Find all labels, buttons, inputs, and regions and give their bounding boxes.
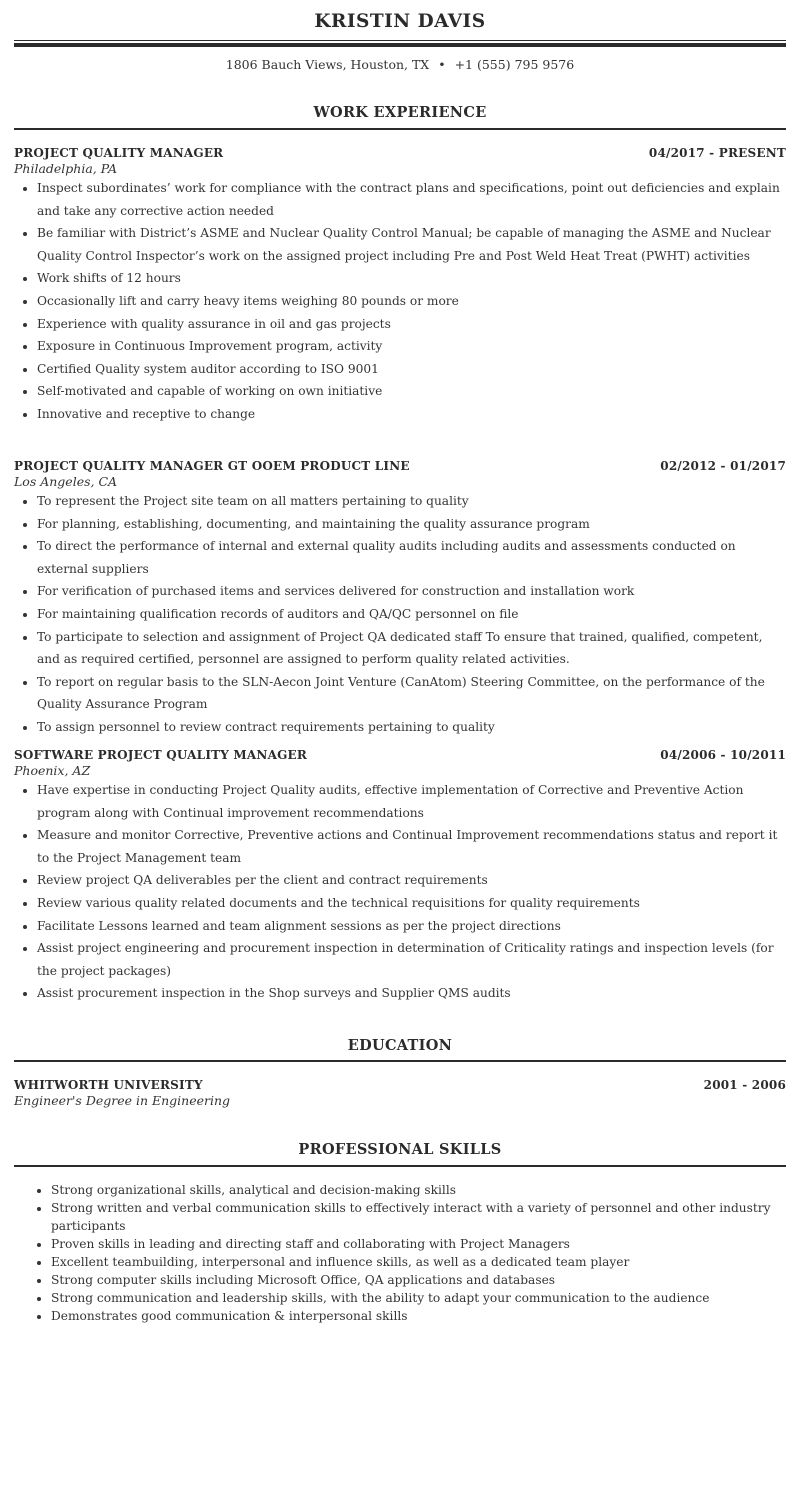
job-dates: 04/2017 - PRESENT <box>648 146 786 160</box>
header-rule-thick <box>14 43 786 47</box>
job-bullet: • Occasionally lift and carry heavy items weighing 80 pounds or more <box>37 290 786 313</box>
education-rule <box>14 1060 786 1062</box>
job-title: SOFTWARE PROJECT QUALITY MANAGER <box>14 748 308 762</box>
job-bullet: • Certified Quality system auditor according to ISO 9001 <box>37 358 786 381</box>
job-bullets <box>14 490 786 739</box>
job-bullet: • Experience with quality assurance in oil and gas projects <box>37 313 786 336</box>
job-header <box>14 748 786 762</box>
job-bullet: • To represent the Project site team on all matters pertaining to quality <box>37 490 786 513</box>
job-bullet: • To direct the performance of internal and external quality audits including audits and assessments conducted on external suppliers <box>37 535 786 580</box>
job-bullet: • Measure and monitor Corrective, Preventive actions and Continual Improvement recommendations status and report it to the Project Management team <box>37 824 786 869</box>
job-bullet: • Innovative and receptive to change <box>37 403 786 426</box>
job-header <box>14 146 786 160</box>
skill-item: • Strong computer skills including Microsoft Office, QA applications and databases <box>51 1271 786 1289</box>
degree: Engineer's Degree in Engineering <box>14 1093 231 1108</box>
job-bullet: • Be familiar with District’s ASME and Nuclear Quality Control Manual; be capable of managing the ASME and Nuclear Quality Control Inspector’s work on the assigned project including Pre and Post Weld Heat Treat (PWHT) activities <box>37 222 786 267</box>
education-header <box>14 1078 786 1092</box>
job-title: PROJECT QUALITY MANAGER <box>14 146 224 160</box>
job-bullet: • Have expertise in conducting Project Quality audits, effective implementation of Corrective and Preventive Action program along with Continual improvement recommendations <box>37 779 786 824</box>
education-dates: 2001 - 2006 <box>703 1078 786 1092</box>
job-title: PROJECT QUALITY MANAGER GT OOEM PRODUCT LINE <box>14 459 410 473</box>
job-bullet: • Inspect subordinates’ work for compliance with the contract plans and specifications, point out deficiencies and explain and take any corrective action needed <box>37 177 786 222</box>
job-bullet: • Facilitate Lessons learned and team alignment sessions as per the project directions <box>37 915 786 938</box>
skill-item: • Proven skills in leading and directing staff and collaborating with Project Managers <box>51 1235 786 1253</box>
job-bullet: • For verification of purchased items and services delivered for construction and installation work <box>37 580 786 603</box>
job-dates: 02/2012 - 01/2017 <box>660 459 786 473</box>
skills-list <box>14 1181 786 1325</box>
work-experience-heading: WORK EXPERIENCE <box>313 104 487 121</box>
job-bullet: • Work shifts of 12 hours <box>37 267 786 290</box>
school-name: WHITWORTH UNIVERSITY <box>14 1078 203 1092</box>
job-location: Los Angeles, CA <box>14 474 118 489</box>
skills-rule <box>14 1165 786 1167</box>
education-entry <box>14 1078 786 1108</box>
job-location: Phoenix, AZ <box>14 763 91 778</box>
skill-item: • Strong written and verbal communication skills to effectively interact with a variety of personnel and other industry participants <box>51 1199 786 1235</box>
job-bullet: • To assign personnel to review contract requirements pertaining to quality <box>37 716 786 739</box>
skill-item: • Strong communication and leadership skills, with the ability to adapt your communication to the audience <box>51 1289 786 1307</box>
job-bullet: • Review various quality related documents and the technical requisitions for quality requirements <box>37 892 786 915</box>
job-bullets <box>14 779 786 1005</box>
contact-address: 1806 Bauch Views, Houston, TX <box>225 57 430 72</box>
header-rule-thin <box>14 40 786 41</box>
job-bullet: • Review project QA deliverables per the client and contract requirements <box>37 869 786 892</box>
skill-item: • Strong organizational skills, analytical and decision-making skills <box>51 1181 786 1199</box>
job-entry <box>14 748 786 1005</box>
skill-item: • Demonstrates good communication & interpersonal skills <box>51 1307 786 1325</box>
job-header <box>14 459 786 473</box>
skills-heading: PROFESSIONAL SKILLS <box>298 1141 502 1158</box>
job-location: Philadelphia, PA <box>14 161 118 176</box>
education-heading: EDUCATION <box>347 1037 453 1054</box>
skill-item: • Excellent teambuilding, interpersonal and influence skills, as well as a dedicated team player <box>51 1253 786 1271</box>
job-bullet: • Exposure in Continuous Improvement program, activity <box>37 335 786 358</box>
job-entry <box>14 459 786 739</box>
job-bullets <box>14 177 786 426</box>
candidate-name: KRISTIN DAVIS <box>314 11 486 32</box>
contact-line <box>14 57 786 72</box>
job-entry <box>14 146 786 426</box>
contact-phone: +1 (555) 795 9576 <box>454 57 575 72</box>
job-bullet: • Assist project engineering and procurement inspection in determination of Criticality ratings and inspection levels (for the project packages) <box>37 937 786 982</box>
job-dates: 04/2006 - 10/2011 <box>660 748 786 762</box>
job-bullet: • To participate to selection and assignment of Project QA dedicated staff To ensure that trained, qualified, competent, and as required certified, personnel are assigned to perform quality related activities. <box>37 626 786 671</box>
job-bullet: • Self-motivated and capable of working on own initiative <box>37 380 786 403</box>
work-experience-rule <box>14 128 786 130</box>
job-bullet: • Assist procurement inspection in the Shop surveys and Supplier QMS audits <box>37 982 786 1005</box>
contact-separator: • <box>438 57 446 72</box>
skills-block <box>14 1181 786 1325</box>
job-bullet: • For maintaining qualification records of auditors and QA/QC personnel on file <box>37 603 786 626</box>
job-bullet: • For planning, establishing, documenting, and maintaining the quality assurance program <box>37 513 786 536</box>
job-bullet: • To report on regular basis to the SLN-Aecon Joint Venture (CanAtom) Steering Committee, on the performance of the Quality Assurance Program <box>37 671 786 716</box>
